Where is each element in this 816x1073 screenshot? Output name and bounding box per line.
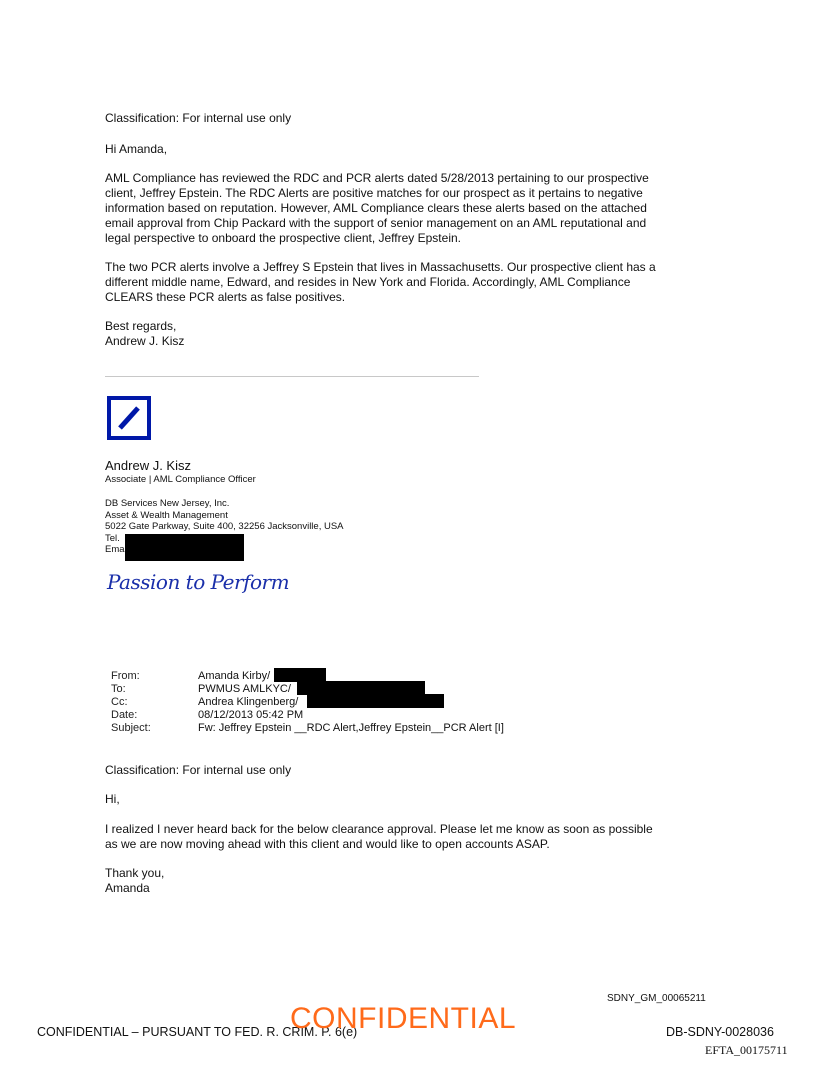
paragraph-clearance (105, 171, 649, 246)
efta-number: EFTA_00175711 (705, 1043, 788, 1057)
bates-number-right: DB-SDNY-0028036 (666, 1025, 774, 1039)
paragraph-line: CLEARS these PCR alerts as false positives. (105, 290, 346, 304)
redaction-contact (125, 534, 244, 561)
paragraph-pcr-alerts (105, 260, 656, 305)
closing-line: Amanda (105, 881, 150, 895)
closing-line: Best regards, (105, 319, 177, 333)
cc-label: Cc: (111, 696, 128, 708)
email-label: Ema (105, 544, 125, 555)
deutsche-bank-logo (107, 396, 151, 440)
confidential-stamp: CONFIDENTIAL (290, 1002, 517, 1035)
greeting-top: Hi Amanda, (105, 142, 168, 156)
paragraph-line: email approval from Chip Packard with the support of senior management on an AML reputational and (105, 216, 647, 230)
redaction-to (297, 681, 425, 695)
subject-label: Subject: (111, 722, 151, 734)
tel-label: Tel. (105, 532, 120, 544)
classification-bottom: Classification: For internal use only (105, 763, 292, 777)
paragraph-line: AML Compliance has reviewed the RDC and PCR alerts dated 5/28/2013 pertaining to our prospective (105, 171, 649, 185)
signature-name: Andrew J. Kisz (105, 458, 191, 473)
subject-value: Fw: Jeffrey Epstein __RDC Alert,Jeffrey Epstein__PCR Alert [I] (198, 722, 504, 734)
paragraph-line: information based on reputation. However, AML Compliance clears these alerts based on the attached (105, 201, 647, 215)
signature-divider (105, 376, 479, 377)
closing-line: Thank you, (105, 866, 165, 880)
paragraph-followup (105, 822, 653, 852)
paragraph-line: I realized I never heard back for the below clearance approval. Please let me know as soon as possible (105, 822, 653, 836)
bates-number-top: SDNY_GM_00065211 (607, 993, 706, 1004)
address-line: Asset & Wealth Management (105, 509, 228, 521)
classification-top: Classification: For internal use only (105, 111, 292, 125)
from-label: From: (111, 670, 140, 682)
paragraph-line: client, Jeffrey Epstein. The RDC Alerts are positive matches for our prospect as it pertains to negative (105, 186, 643, 200)
closing-line: Andrew J. Kisz (105, 334, 185, 348)
address-line: 5022 Gate Parkway, Suite 400, 32256 Jacksonville, USA (105, 521, 344, 532)
address-line: DB Services New Jersey, Inc. (105, 498, 230, 509)
to-label: To: (111, 683, 126, 695)
redaction-from (274, 668, 326, 682)
from-value: Amanda Kirby/ (198, 670, 271, 682)
paragraph-line: legal perspective to onboard the prospective client, Jeffrey Epstein. (105, 231, 461, 245)
redaction-cc (307, 694, 444, 708)
paragraph-line: as we are now moving ahead with this client and would like to open accounts ASAP. (105, 837, 550, 851)
date-value: 08/12/2013 05:42 PM (198, 709, 304, 721)
closing-signoff (105, 319, 184, 349)
cc-value: Andrea Klingenberg/ (198, 696, 299, 708)
signature-title: Associate | AML Compliance Officer (105, 474, 256, 485)
closing-thanks (105, 866, 164, 896)
confidential-footer: CONFIDENTIAL – PURSUANT TO FED. R. CRIM. P. 6(e) (37, 1025, 358, 1039)
paragraph-line: different middle name, Edward, and resides in New York and Florida. Accordingly, AML Compliance (105, 275, 631, 289)
to-value: PWMUS AMLKYC/ (198, 683, 291, 695)
paragraph-line: The two PCR alerts involve a Jeffrey S Epstein that lives in Massachusetts. Our prospective client has a (105, 260, 656, 274)
date-label: Date: (111, 709, 138, 721)
passion-to-perform-slogan: Passion to Perform (107, 570, 290, 594)
greeting-bottom: Hi, (105, 792, 120, 806)
